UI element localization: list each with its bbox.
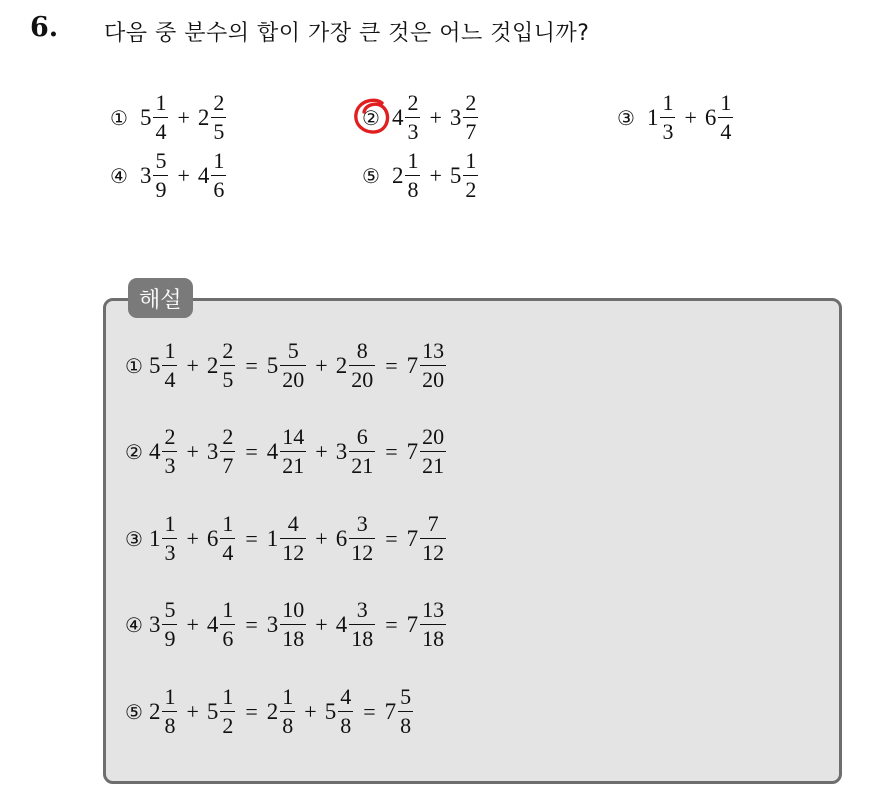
whole-number: 3	[266, 611, 279, 637]
fraction	[280, 686, 295, 737]
denominator: 12	[282, 540, 305, 565]
plus-sign: +	[186, 611, 199, 637]
denominator: 20	[351, 367, 374, 392]
choice-label: ④	[110, 163, 128, 188]
fraction	[162, 340, 177, 391]
denominator: 9	[164, 626, 176, 651]
solution-line	[125, 599, 447, 650]
plus-sign: +	[315, 525, 328, 551]
fraction	[220, 340, 235, 391]
denominator: 2	[465, 177, 477, 202]
denominator: 7	[222, 453, 234, 478]
plus-sign: +	[177, 162, 190, 188]
numerator: 20	[422, 424, 445, 449]
whole-number: 1	[148, 525, 161, 551]
whole-number: 7	[406, 438, 419, 464]
fraction	[420, 599, 446, 650]
numerator: 2	[465, 90, 477, 115]
plus-sign: +	[315, 438, 328, 464]
denominator: 8	[282, 713, 294, 738]
fraction	[420, 340, 446, 391]
numerator: 4	[340, 684, 352, 709]
solution-line	[125, 686, 414, 737]
numerator: 2	[222, 338, 234, 363]
fraction	[420, 426, 446, 477]
whole-number: 4	[335, 611, 348, 637]
plus-sign: +	[186, 698, 199, 724]
plus-sign: +	[186, 352, 199, 378]
fraction	[349, 426, 375, 477]
fraction	[162, 686, 177, 737]
solution-label: ②	[125, 439, 143, 464]
numerator: 1	[222, 684, 234, 709]
numerator: 1	[407, 148, 419, 173]
denominator: 4	[164, 367, 176, 392]
denominator: 8	[164, 713, 176, 738]
denominator: 18	[282, 626, 305, 651]
solution-line	[125, 340, 447, 391]
fraction	[153, 150, 168, 201]
fraction	[338, 686, 353, 737]
numerator: 1	[465, 148, 477, 173]
denominator: 21	[282, 453, 305, 478]
numerator: 2	[164, 424, 176, 449]
equals-sign: =	[385, 611, 398, 637]
fraction	[280, 340, 306, 391]
equals-sign: =	[245, 525, 258, 551]
whole-number: 5	[324, 698, 337, 724]
fraction	[463, 92, 478, 143]
denominator: 4	[222, 540, 234, 565]
equals-sign: =	[385, 438, 398, 464]
choice-5[interactable]	[362, 150, 479, 201]
numerator: 3	[356, 597, 368, 622]
solution-line	[125, 513, 447, 564]
denominator: 2	[222, 713, 234, 738]
whole-number: 3	[335, 438, 348, 464]
denominator: 3	[662, 119, 674, 144]
fraction	[280, 513, 306, 564]
denominator: 4	[720, 119, 732, 144]
whole-number: 4	[148, 438, 161, 464]
whole-number: 2	[197, 104, 210, 130]
fraction	[220, 426, 235, 477]
numerator: 1	[282, 684, 294, 709]
numerator: 4	[287, 511, 299, 536]
equals-sign: =	[245, 698, 258, 724]
numerator: 7	[427, 511, 439, 536]
equals-sign: =	[245, 611, 258, 637]
solution-tag: 해설	[128, 278, 193, 318]
numerator: 1	[222, 511, 234, 536]
equals-sign: =	[363, 698, 376, 724]
whole-number: 6	[206, 525, 219, 551]
whole-number: 7	[406, 352, 419, 378]
fraction	[463, 150, 478, 201]
equals-sign: =	[385, 352, 398, 378]
fraction	[280, 426, 306, 477]
whole-number: 4	[197, 162, 210, 188]
whole-number: 3	[139, 162, 152, 188]
plus-sign: +	[429, 104, 442, 130]
numerator: 1	[164, 338, 176, 363]
whole-number: 1	[646, 104, 659, 130]
denominator: 8	[340, 713, 352, 738]
denominator: 12	[351, 540, 374, 565]
fraction	[162, 513, 177, 564]
whole-number: 7	[406, 611, 419, 637]
denominator: 12	[422, 540, 445, 565]
denominator: 4	[155, 119, 167, 144]
numerator: 5	[155, 148, 167, 173]
choice-label: ①	[110, 105, 128, 130]
solution-line	[125, 426, 447, 477]
fraction	[162, 599, 177, 650]
denominator: 20	[282, 367, 305, 392]
numerator: 1	[164, 511, 176, 536]
numerator: 2	[407, 90, 419, 115]
fraction	[220, 686, 235, 737]
fraction	[162, 426, 177, 477]
numerator: 5	[400, 684, 412, 709]
denominator: 3	[164, 540, 176, 565]
plus-sign: +	[186, 438, 199, 464]
denominator: 9	[155, 177, 167, 202]
plus-sign: +	[684, 104, 697, 130]
numerator: 13	[422, 338, 445, 363]
fraction	[420, 513, 446, 564]
whole-number: 6	[335, 525, 348, 551]
numerator: 5	[287, 338, 299, 363]
numerator: 8	[356, 338, 368, 363]
plus-sign: +	[315, 611, 328, 637]
solution-label: ④	[125, 612, 143, 637]
denominator: 3	[164, 453, 176, 478]
equals-sign: =	[245, 352, 258, 378]
solution-label: ①	[125, 353, 143, 378]
numerator: 14	[282, 424, 305, 449]
fraction	[718, 92, 733, 143]
whole-number: 2	[391, 162, 404, 188]
denominator: 21	[422, 453, 445, 478]
whole-number: 7	[406, 525, 419, 551]
numerator: 2	[222, 424, 234, 449]
plus-sign: +	[315, 352, 328, 378]
numerator: 1	[662, 90, 674, 115]
whole-number: 4	[391, 104, 404, 130]
denominator: 8	[407, 177, 419, 202]
whole-number: 1	[266, 525, 279, 551]
plus-sign: +	[177, 104, 190, 130]
whole-number: 2	[266, 698, 279, 724]
whole-number: 7	[384, 698, 397, 724]
denominator: 6	[222, 626, 234, 651]
denominator: 20	[422, 367, 445, 392]
choice-3[interactable]	[617, 92, 734, 143]
whole-number: 5	[148, 352, 161, 378]
question-text: 다음 중 분수의 합이 가장 큰 것은 어느 것입니까?	[104, 21, 590, 46]
fraction	[153, 92, 168, 143]
whole-number: 4	[266, 438, 279, 464]
whole-number: 3	[206, 438, 219, 464]
fraction	[211, 92, 226, 143]
choice-label: ②	[362, 105, 380, 130]
numerator: 1	[164, 684, 176, 709]
numerator: 13	[422, 597, 445, 622]
fraction	[349, 513, 375, 564]
fraction	[405, 92, 420, 143]
question-number: 6.	[30, 12, 59, 43]
whole-number: 4	[206, 611, 219, 637]
fraction	[398, 686, 413, 737]
answer-circle-mark-icon	[352, 98, 392, 136]
choice-1[interactable]	[110, 92, 227, 143]
solution-label: ⑤	[125, 699, 143, 724]
choice-4[interactable]	[110, 150, 227, 201]
numerator: 6	[356, 424, 368, 449]
whole-number: 3	[148, 611, 161, 637]
plus-sign: +	[429, 162, 442, 188]
numerator: 1	[213, 148, 225, 173]
fraction	[660, 92, 675, 143]
whole-number: 5	[139, 104, 152, 130]
denominator: 18	[351, 626, 374, 651]
fraction	[280, 599, 306, 650]
fraction	[220, 599, 235, 650]
numerator: 3	[356, 511, 368, 536]
numerator: 1	[222, 597, 234, 622]
whole-number: 2	[335, 352, 348, 378]
denominator: 6	[213, 177, 225, 202]
whole-number: 5	[449, 162, 462, 188]
choice-label: ⑤	[362, 163, 380, 188]
choice-label: ③	[617, 105, 635, 130]
denominator: 21	[351, 453, 374, 478]
denominator: 5	[222, 367, 234, 392]
denominator: 7	[465, 119, 477, 144]
fraction	[405, 150, 420, 201]
equals-sign: =	[245, 438, 258, 464]
numerator: 1	[720, 90, 732, 115]
numerator: 1	[155, 90, 167, 115]
denominator: 8	[400, 713, 412, 738]
whole-number: 2	[148, 698, 161, 724]
whole-number: 5	[266, 352, 279, 378]
equals-sign: =	[385, 525, 398, 551]
denominator: 5	[213, 119, 225, 144]
fraction	[211, 150, 226, 201]
numerator: 10	[282, 597, 305, 622]
fraction	[349, 340, 375, 391]
plus-sign: +	[186, 525, 199, 551]
whole-number: 3	[449, 104, 462, 130]
fraction	[220, 513, 235, 564]
plus-sign: +	[304, 698, 317, 724]
solution-label: ③	[125, 526, 143, 551]
numerator: 2	[213, 90, 225, 115]
whole-number: 6	[704, 104, 717, 130]
numerator: 5	[164, 597, 176, 622]
whole-number: 2	[206, 352, 219, 378]
fraction	[349, 599, 375, 650]
denominator: 18	[422, 626, 445, 651]
denominator: 3	[407, 119, 419, 144]
whole-number: 5	[206, 698, 219, 724]
